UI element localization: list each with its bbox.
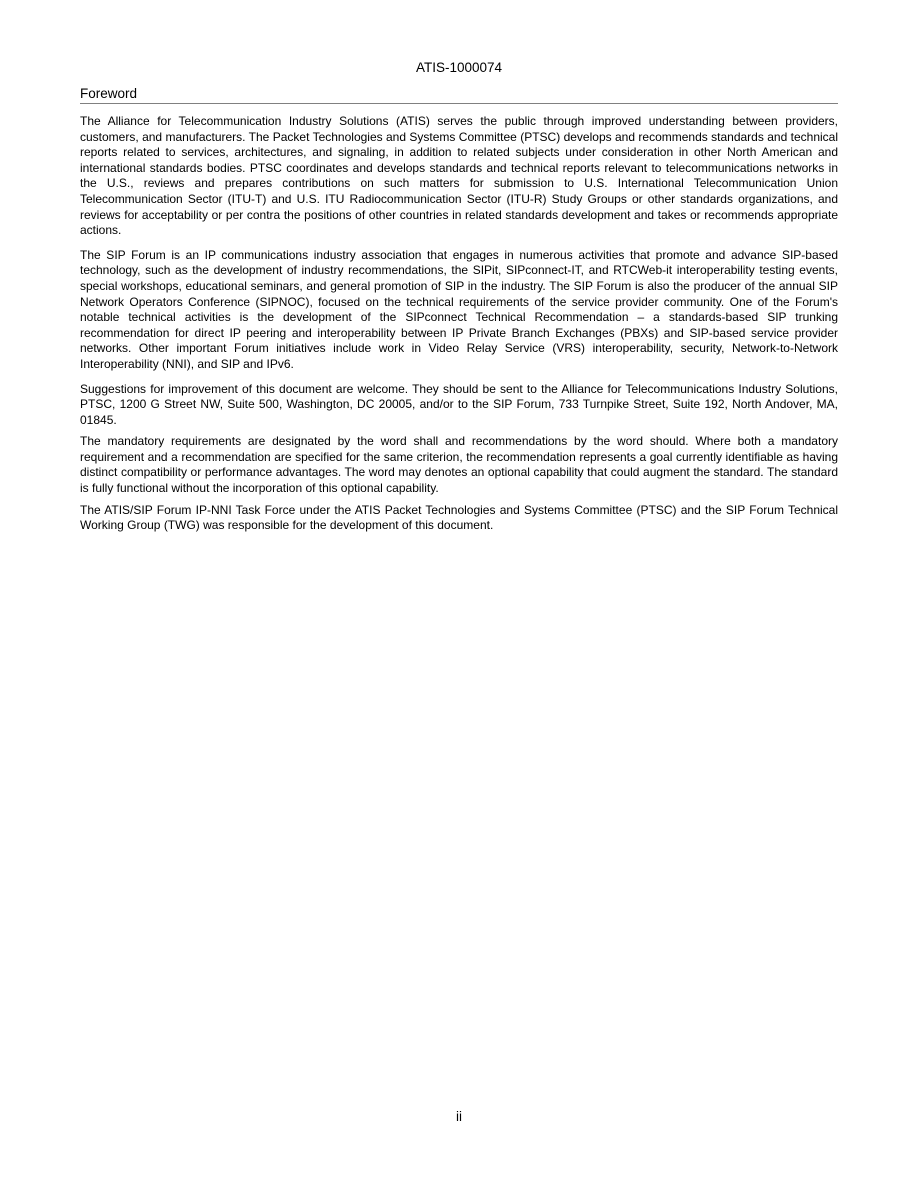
page-number: ii: [456, 1109, 462, 1124]
section-heading-foreword: Foreword: [80, 86, 838, 104]
foreword-body: [80, 114, 838, 540]
document-id-header: ATIS-1000074: [415, 60, 503, 75]
foreword-paragraph-task-force: The ATIS/SIP Forum IP-NNI Task Force under the ATIS Packet Technologies and Systems Committee (PTSC) and the SIP Forum Technical Working Group (TWG) was responsible for the development of this document.: [80, 502, 838, 533]
foreword-paragraph-requirements: The mandatory requirements are designated by the word shall and recommendations by the word should. Where both a mandatory requirement and a recommendation are specified for the same criterion, the recommendation represents a goal currently identifiable as having distinct compatibility or performance advantages. The word may denotes an optional capability that could augment the standard. The standard is fully functional without the incorporation of this optional capability.: [80, 434, 838, 496]
foreword-paragraph-sip-forum: The SIP Forum is an IP communications industry association that engages in numerous activities that promote and advance SIP-based technology, such as the development of industry recommendations, the SIPit, SIPconnect-IT, and RTCWeb-it interoperability testing events, special workshops, educational seminars, and general promotion of SIP in the industry. The SIP Forum is also the producer of the annual SIP Network Operators Conference (SIPNOC), focused on the technical requirements of the service provider community. One of the Forum's notable technical activities is the development of the SIPconnect Technical Recommendation – a standards-based SIP trunking recommendation for direct IP peering and interoperability between IP Private Branch Exchanges (PBXs) and SIP-based service provider networks. Other important Forum initiatives include work in Video Relay Service (VRS) interoperability, security, Network-to-Network Interoperability (NNI), and SIP and IPv6.: [80, 247, 838, 371]
foreword-paragraph-suggestions: Suggestions for improvement of this document are welcome. They should be sent to the Alliance for Telecommunications Industry Solutions, PTSC, 1200 G Street NW, Suite 500, Washington, DC 20005, and/or to the SIP Forum, 733 Turnpike Street, Suite 192, North Andover, MA, 01845.: [80, 381, 838, 427]
foreword-paragraph-atis: The Alliance for Telecommunication Industry Solutions (ATIS) serves the public through improved understanding between providers, customers, and manufacturers. The Packet Technologies and Systems Committee (PTSC) develops and recommends standards and technical reports related to services, architectures, and signaling, in addition to related subjects under consideration in other North American and international standards bodies. PTSC coordinates and develops standards and technical reports relevant to telecommunications networks in the U.S., reviews and prepares contributions on such matters for submission to U.S. International Telecommunication Union Telecommunication Sector (ITU-T) and U.S. ITU Radiocommunication Sector (ITU-R) Study Groups or other standards organizations, and reviews for acceptability or per contra the positions of other countries in related standards development and takes or recommends appropriate actions.: [80, 114, 838, 238]
